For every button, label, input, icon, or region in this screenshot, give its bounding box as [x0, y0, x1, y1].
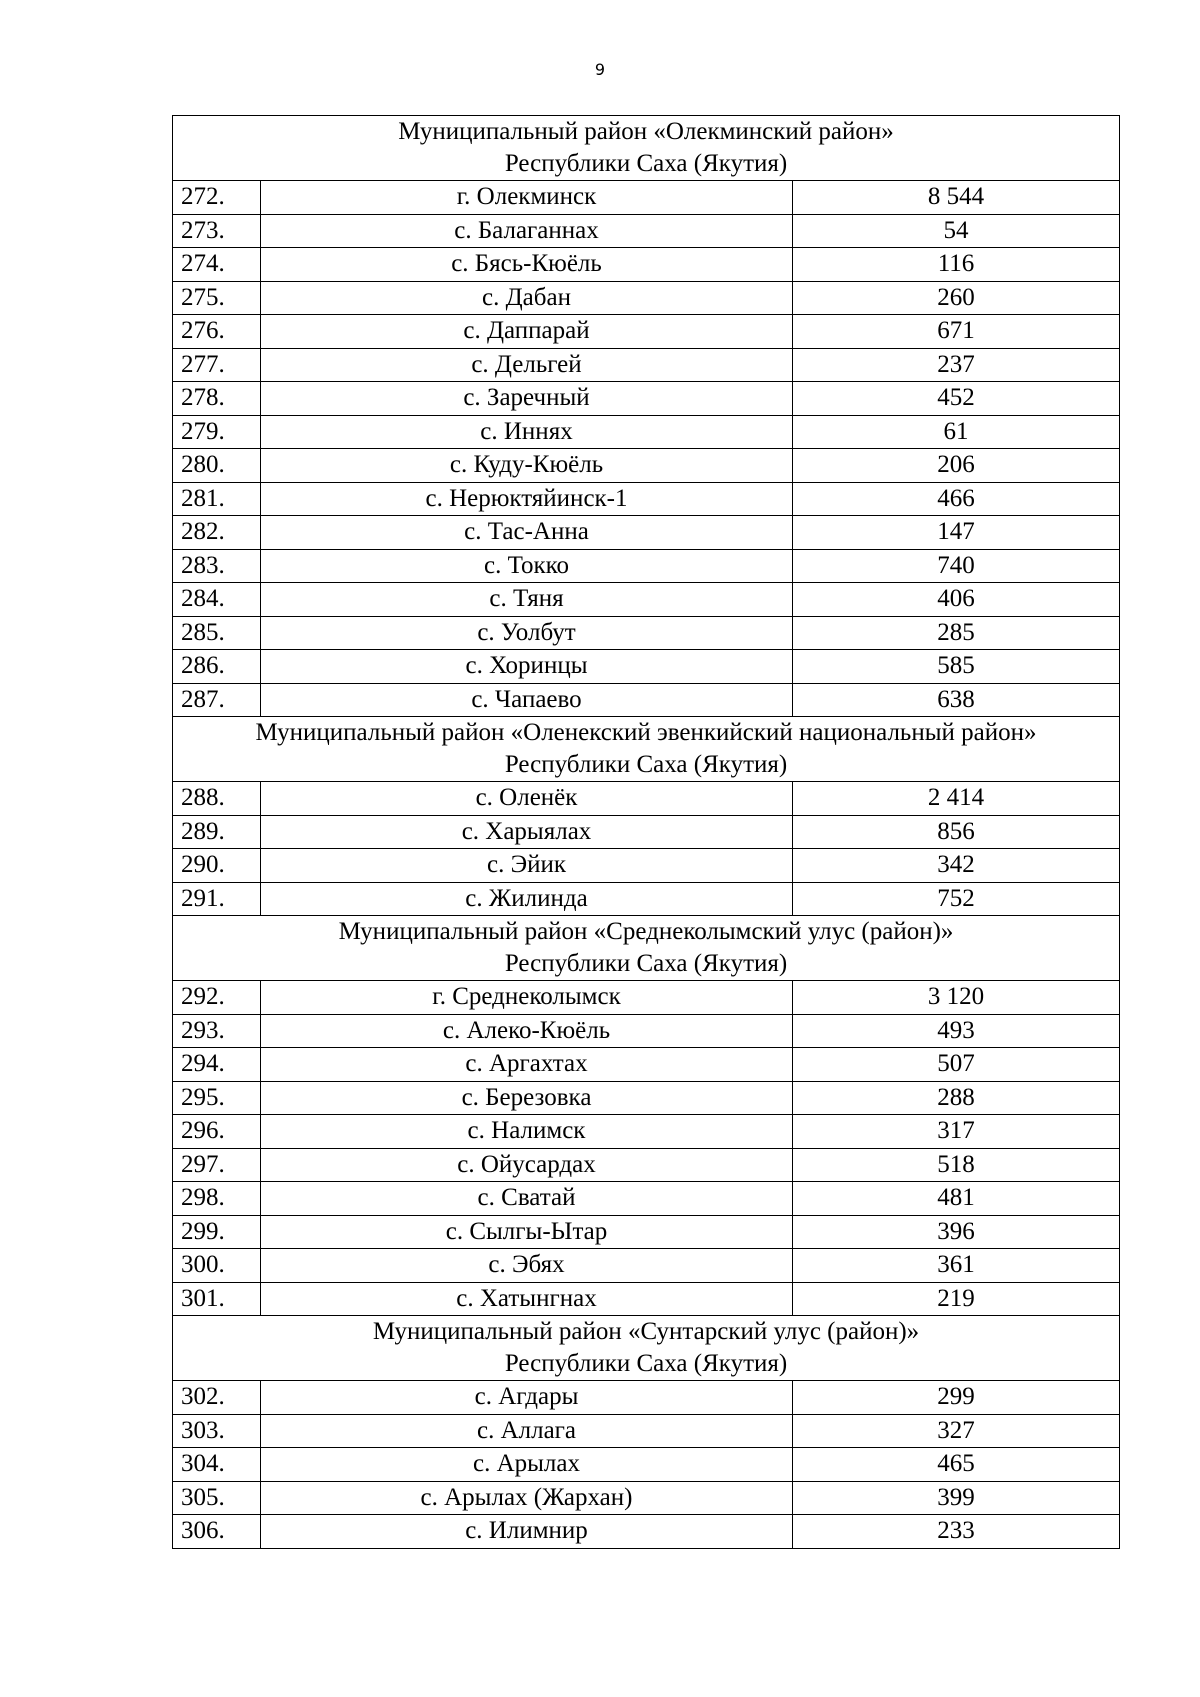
table-row: [173, 1148, 1120, 1182]
row-number: 275.: [173, 281, 261, 315]
population-value: 671: [793, 315, 1120, 349]
population-value: 2 414: [793, 782, 1120, 816]
section-header-row: [173, 916, 1120, 981]
table-row: [173, 616, 1120, 650]
row-number: 292.: [173, 981, 261, 1015]
population-value: 518: [793, 1148, 1120, 1182]
settlement-name: с. Арылах: [261, 1448, 793, 1482]
table-row: [173, 348, 1120, 382]
section-title-line2: Республики Саха (Якутия): [504, 950, 788, 977]
population-value: 54: [793, 214, 1120, 248]
row-number: 293.: [173, 1014, 261, 1048]
row-number: 298.: [173, 1182, 261, 1216]
population-value: 299: [793, 1381, 1120, 1415]
section-title-line2: Республики Саха (Якутия): [504, 150, 788, 177]
settlement-name: с. Заречный: [261, 382, 793, 416]
table-row: [173, 1014, 1120, 1048]
section-header-row: [173, 116, 1120, 181]
table-row: [173, 482, 1120, 516]
settlement-name: с. Аллага: [261, 1414, 793, 1448]
settlement-name: с. Чапаево: [261, 683, 793, 717]
table-body: [173, 116, 1120, 1549]
population-value: 116: [793, 248, 1120, 282]
table-row: [173, 181, 1120, 215]
row-number: 285.: [173, 616, 261, 650]
table-row: [173, 382, 1120, 416]
page-number: 9: [594, 60, 606, 79]
row-number: 289.: [173, 815, 261, 849]
settlement-name: с. Жилинда: [261, 882, 793, 916]
population-value: 285: [793, 616, 1120, 650]
population-value: 3 120: [793, 981, 1120, 1015]
row-number: 272.: [173, 181, 261, 215]
settlement-name: с. Нерюктяйинск-1: [261, 482, 793, 516]
row-number: 304.: [173, 1448, 261, 1482]
population-value: 493: [793, 1014, 1120, 1048]
population-value: 465: [793, 1448, 1120, 1482]
population-value: 406: [793, 583, 1120, 617]
population-value: 507: [793, 1048, 1120, 1082]
population-value: 481: [793, 1182, 1120, 1216]
settlement-name: с. Алеко-Кюёль: [261, 1014, 793, 1048]
population-value: 237: [793, 348, 1120, 382]
table-row: [173, 849, 1120, 883]
table-row: [173, 583, 1120, 617]
row-number: 302.: [173, 1381, 261, 1415]
population-value: 740: [793, 549, 1120, 583]
table-row: [173, 1048, 1120, 1082]
population-value: 452: [793, 382, 1120, 416]
settlement-name: с. Дельгей: [261, 348, 793, 382]
table-row: [173, 1282, 1120, 1316]
table-row: [173, 214, 1120, 248]
population-value: 396: [793, 1215, 1120, 1249]
row-number: 284.: [173, 583, 261, 617]
table-row: [173, 815, 1120, 849]
population-value: 219: [793, 1282, 1120, 1316]
section-header-row: [173, 717, 1120, 782]
population-value: 752: [793, 882, 1120, 916]
settlement-name: с. Эйик: [261, 849, 793, 883]
table-row: [173, 1182, 1120, 1216]
table-row: [173, 415, 1120, 449]
population-value: 399: [793, 1481, 1120, 1515]
population-value: 327: [793, 1414, 1120, 1448]
table-row: [173, 1249, 1120, 1283]
population-value: 638: [793, 683, 1120, 717]
settlement-name: с. Харыялах: [261, 815, 793, 849]
row-number: 295.: [173, 1081, 261, 1115]
row-number: 281.: [173, 482, 261, 516]
row-number: 287.: [173, 683, 261, 717]
population-value: 466: [793, 482, 1120, 516]
row-number: 291.: [173, 882, 261, 916]
settlement-name: с. Сылгы-Ытар: [261, 1215, 793, 1249]
population-value: 317: [793, 1115, 1120, 1149]
settlement-name: с. Эбях: [261, 1249, 793, 1283]
section-title-line2: Республики Саха (Якутия): [504, 1350, 788, 1377]
table-row: [173, 248, 1120, 282]
table-row: [173, 1414, 1120, 1448]
table-row: [173, 449, 1120, 483]
row-number: 277.: [173, 348, 261, 382]
row-number: 299.: [173, 1215, 261, 1249]
table-row: [173, 683, 1120, 717]
settlement-name: с. Токко: [261, 549, 793, 583]
section-title: [173, 916, 1120, 981]
table-row: [173, 516, 1120, 550]
row-number: 300.: [173, 1249, 261, 1283]
row-number: 274.: [173, 248, 261, 282]
settlement-name: с. Илимнир: [261, 1515, 793, 1549]
settlement-name: с. Хатынгнах: [261, 1282, 793, 1316]
table-row: [173, 281, 1120, 315]
section-title-line1: Муниципальный район «Среднеколымский улус (район)»: [338, 918, 954, 945]
population-value: 361: [793, 1249, 1120, 1283]
settlement-name: с. Балаганнах: [261, 214, 793, 248]
row-number: 306.: [173, 1515, 261, 1549]
settlement-name: г. Олекминск: [261, 181, 793, 215]
settlements-table: [172, 115, 1120, 1549]
table-row: [173, 782, 1120, 816]
table-row: [173, 1115, 1120, 1149]
row-number: 273.: [173, 214, 261, 248]
table-row: [173, 1215, 1120, 1249]
row-number: 286.: [173, 650, 261, 684]
row-number: 297.: [173, 1148, 261, 1182]
settlement-name: с. Иннях: [261, 415, 793, 449]
section-title: [173, 1316, 1120, 1381]
table-row: [173, 650, 1120, 684]
settlement-name: с. Налимск: [261, 1115, 793, 1149]
settlement-name: с. Арылах (Жархан): [261, 1481, 793, 1515]
row-number: 280.: [173, 449, 261, 483]
population-value: 856: [793, 815, 1120, 849]
settlement-name: с. Тас-Анна: [261, 516, 793, 550]
section-header-row: [173, 1316, 1120, 1381]
population-value: 288: [793, 1081, 1120, 1115]
section-title: [173, 717, 1120, 782]
settlement-name: г. Среднеколымск: [261, 981, 793, 1015]
row-number: 296.: [173, 1115, 261, 1149]
table-row: [173, 1515, 1120, 1549]
row-number: 279.: [173, 415, 261, 449]
row-number: 290.: [173, 849, 261, 883]
table-row: [173, 981, 1120, 1015]
section-title: [173, 116, 1120, 181]
population-value: 147: [793, 516, 1120, 550]
row-number: 276.: [173, 315, 261, 349]
row-number: 288.: [173, 782, 261, 816]
population-value: 260: [793, 281, 1120, 315]
table-row: [173, 1381, 1120, 1415]
table-row: [173, 315, 1120, 349]
row-number: 283.: [173, 549, 261, 583]
row-number: 294.: [173, 1048, 261, 1082]
settlement-name: с. Ойусардах: [261, 1148, 793, 1182]
settlement-name: с. Тяня: [261, 583, 793, 617]
population-value: 342: [793, 849, 1120, 883]
settlement-name: с. Куду-Кюёль: [261, 449, 793, 483]
table-row: [173, 1081, 1120, 1115]
population-value: 61: [793, 415, 1120, 449]
section-title-line1: Муниципальный район «Олекминский район»: [398, 118, 894, 145]
settlement-name: с. Аргахтах: [261, 1048, 793, 1082]
settlement-name: с. Бясь-Кюёль: [261, 248, 793, 282]
settlement-name: с. Уолбут: [261, 616, 793, 650]
row-number: 305.: [173, 1481, 261, 1515]
section-title-line2: Республики Саха (Якутия): [504, 751, 788, 778]
section-title-line1: Муниципальный район «Сунтарский улус (район)»: [372, 1318, 920, 1345]
settlement-name: с. Дабан: [261, 281, 793, 315]
table-row: [173, 1481, 1120, 1515]
population-value: 233: [793, 1515, 1120, 1549]
row-number: 301.: [173, 1282, 261, 1316]
settlement-name: с. Агдары: [261, 1381, 793, 1415]
table-row: [173, 882, 1120, 916]
settlement-name: с. Оленёк: [261, 782, 793, 816]
row-number: 303.: [173, 1414, 261, 1448]
settlement-name: с. Березовка: [261, 1081, 793, 1115]
row-number: 278.: [173, 382, 261, 416]
table-row: [173, 1448, 1120, 1482]
settlement-name: с. Даппарай: [261, 315, 793, 349]
population-value: 585: [793, 650, 1120, 684]
population-value: 8 544: [793, 181, 1120, 215]
table-row: [173, 549, 1120, 583]
section-title-line1: Муниципальный район «Оленекский эвенкийский национальный район»: [255, 719, 1037, 746]
row-number: 282.: [173, 516, 261, 550]
population-value: 206: [793, 449, 1120, 483]
settlement-name: с. Хоринцы: [261, 650, 793, 684]
settlement-name: с. Сватай: [261, 1182, 793, 1216]
